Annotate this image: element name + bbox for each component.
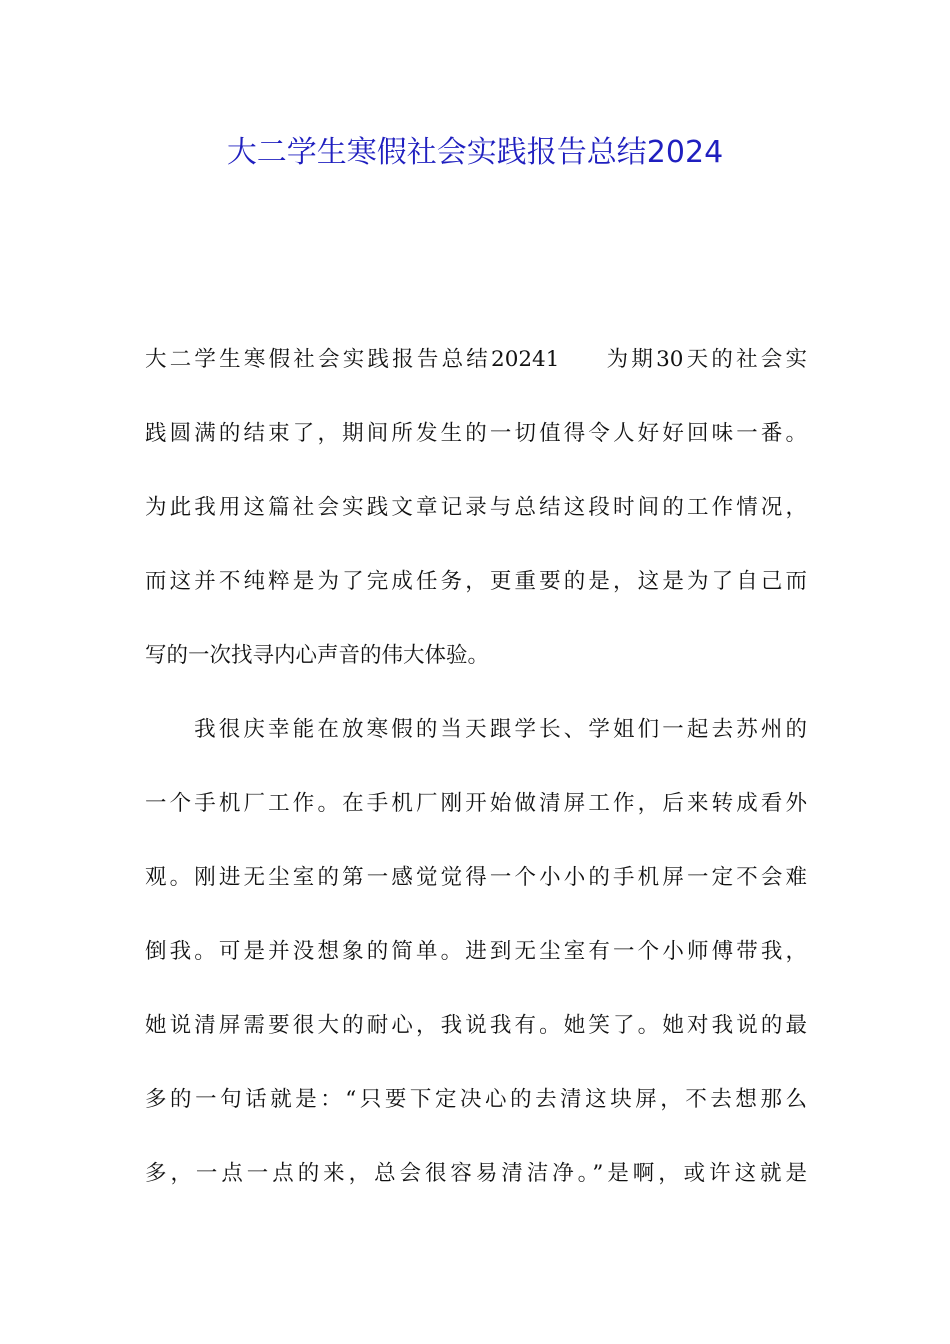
paragraph-1-line-3: 为此我用这篇社会实践文章记录与总结这段时间的工作情况， — [145, 495, 807, 520]
paragraph-2-line-5: 她说清屏需要很大的耐心，我说我有。她笑了。她对我说的最 — [145, 1013, 807, 1038]
paragraph-2-line-1-text: 我很庆幸能在放寒假的当天跟学长、学姐们一起去苏州的 — [191, 717, 807, 742]
paragraph-2-line-2: 一个手机厂工作。在手机厂刚开始做清屏工作，后来转成看外 — [145, 791, 807, 816]
paragraph-2-line-1 — [145, 708, 807, 782]
paragraph-1-line-1 — [145, 338, 807, 412]
document-title: 大二学生寒假社会实践报告总结2024 — [226, 135, 724, 170]
paragraph-2-line-6: 多的一句话就是：“只要下定决心的去清这块屏，不去想那么 — [145, 1087, 807, 1112]
paragraph-2-line-4: 倒我。可是并没想象的简单。进到无尘室有一个小师傅带我， — [145, 939, 807, 964]
paragraph-2-line-3: 观。刚进无尘室的第一感觉觉得一个小小的手机屏一定不会难 — [145, 865, 807, 890]
paragraph-1-heading: 大二学生寒假社会实践报告总结20241 — [145, 347, 560, 372]
paragraph-1-line-1-text: 为期30天的社会实 — [603, 347, 808, 372]
paragraph-1-line-2: 践圆满的结束了，期间所发生的一切值得令人好好回味一番。 — [145, 421, 807, 446]
paragraph-1-line-5: 写的一次找寻内心声音的伟大体验。 — [145, 643, 490, 668]
document-body — [145, 338, 807, 1226]
paragraph-1-line-4: 而这并不纯粹是为了完成任务，更重要的是，这是为了自己而 — [145, 569, 807, 594]
paragraph-2-line-7: 多，一点一点的来，总会很容易清洁净。”是啊，或许这就是 — [145, 1161, 807, 1186]
